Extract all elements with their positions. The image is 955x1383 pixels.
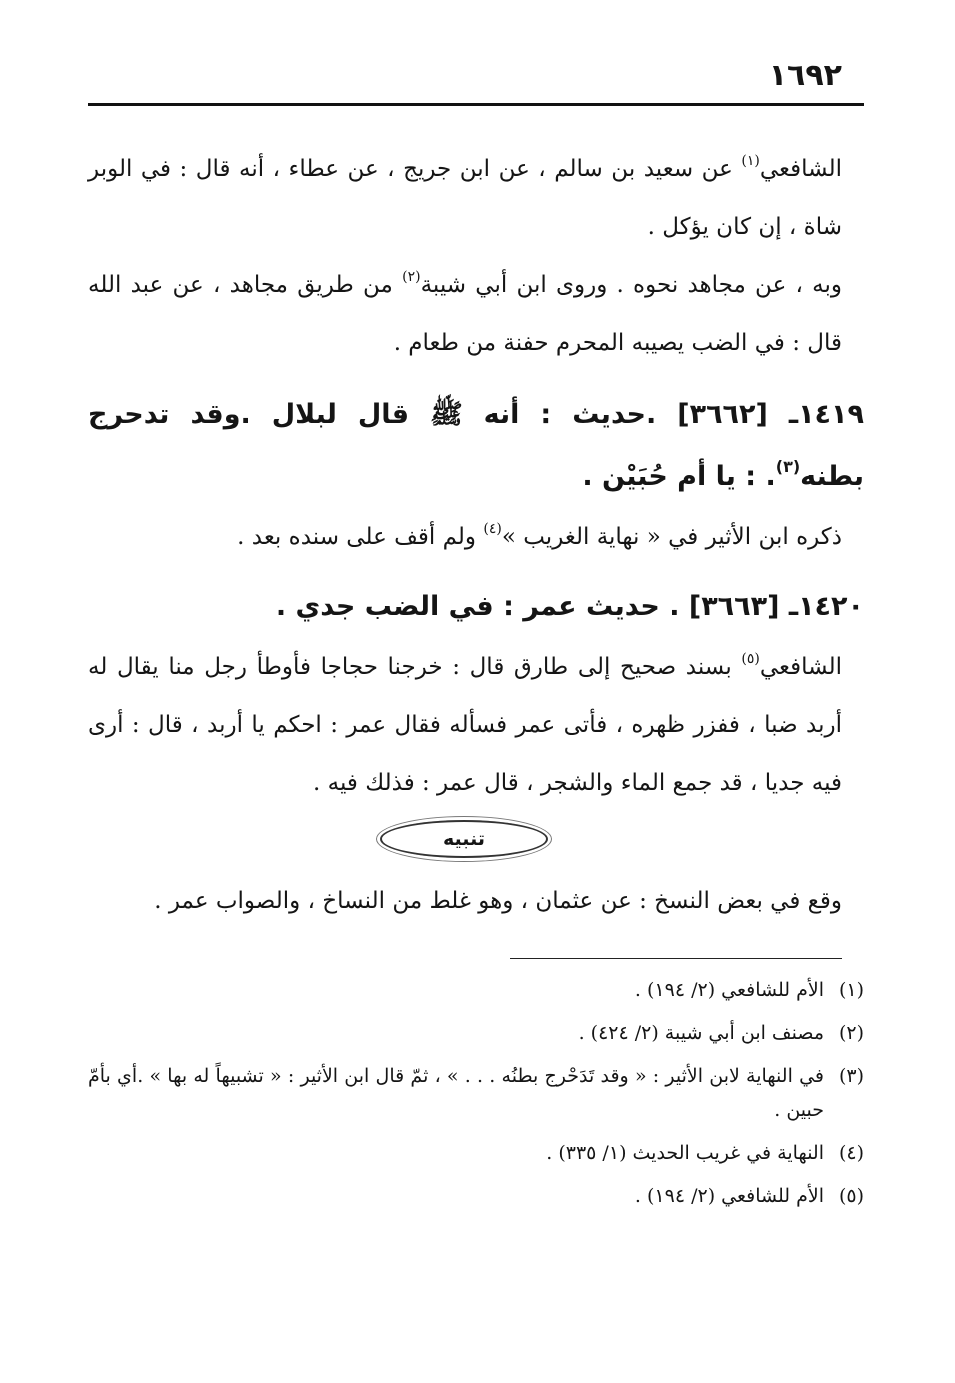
paragraph-text: بسند صحيح إلى طارق قال : خرجنا حجاجا فأوطأ رجل منا يقال له أربد ضبا ، ففزر ظهره ، فأتى عمر فسأله فقال عمر : احكم يا أربد ، قال : أرى فيه جديا ، قد جمع الماء والشجر ، قال عمر : فذلك فيه . <box>88 654 842 796</box>
footnote-marker[interactable]: (٥) <box>741 651 760 667</box>
footnote-text: النهاية في غريب الحديث (١/ ٣٣٥) . <box>546 1142 824 1164</box>
footnote-marker[interactable]: (٣) <box>775 457 801 476</box>
footnote-number: (٤) <box>838 1142 864 1164</box>
hadith-heading-1419 <box>88 384 864 508</box>
footnote-text: الأم للشافعي (٢/ ١٩٤) . <box>634 979 824 1001</box>
footnote-marker[interactable]: (٤) <box>483 521 502 537</box>
paragraph-text: ولم أقف على سنده بعد . <box>237 524 484 550</box>
paragraph-ibn-athir <box>88 508 864 566</box>
footnote-marker[interactable]: (٢) <box>402 269 421 285</box>
paragraph-text: من طريق مجاهد ، عن عبد الله قال : في الضب يصيبه المحرم حفنة من طعام . <box>88 272 842 356</box>
hadith-heading-1420: ١٤٢٠ـ [٣٦٦٣] . حديث عمر : في الضب جدي . <box>275 591 864 622</box>
page-number: ١٦٩٢ <box>768 58 842 93</box>
header-rule <box>88 103 864 106</box>
footnote-item <box>88 1179 864 1213</box>
footnote-separator <box>510 958 842 959</box>
main-text <box>88 140 864 1222</box>
document-page <box>88 0 864 1383</box>
footnote-marker[interactable]: (١) <box>741 153 760 169</box>
footnote-number: (٣) <box>838 1065 864 1087</box>
footnote-item <box>88 1059 864 1127</box>
footnotes-list <box>88 973 864 1213</box>
paragraph-mujahid <box>88 256 864 372</box>
heading-text: . : يا أم حُبَيْن . <box>582 461 776 492</box>
footnote-text: في النهاية لابن الأثير : « وقد تَدَحْرج بطنُه . . . » ، ثمّ قال ابن الأثير : « تشبيهاً له بها » .أي بأمّ حبين . <box>88 1065 824 1121</box>
paragraph-text: عن سعيد بن سالم ، عن ابن جريج ، عن عطاء ، أنه قال : في الوبر شاة ، إن كان يؤكل . <box>88 156 842 240</box>
footnote-text: مصنف ابن أبي شيبة (٢/ ٤٢٤) . <box>578 1022 824 1044</box>
footnote-item <box>88 973 864 1007</box>
notice-badge: تنبيه <box>380 820 548 858</box>
notice-badge-wrapper <box>88 820 864 866</box>
paragraph-text: وبه ، عن مجاهد نحوه . وروى ابن أبي شيبة <box>420 272 843 298</box>
paragraph-shafii-wabar <box>88 140 864 256</box>
footnote-item <box>88 1136 864 1170</box>
footnote-number: (٥) <box>838 1185 864 1207</box>
footnote-number: (٢) <box>838 1022 864 1044</box>
paragraph-notice: وقع في بعض النسخ : عن عثمان ، وهو غلط من النساخ ، والصواب عمر . <box>154 888 842 914</box>
footnote-number: (١) <box>838 979 864 1001</box>
paragraph-text: الشافعي <box>759 654 842 680</box>
paragraph-text: ذكره ابن الأثير في « نهاية الغريب » <box>501 524 842 550</box>
footnote-item <box>88 1016 864 1050</box>
heading-text: ١٤١٩ـ [٣٦٦٢] .حديث : أنه ﷺ قال لبلال .وقد تدحرج بطنه <box>88 399 864 492</box>
footnote-text: الأم للشافعي (٢/ ١٩٤) . <box>634 1185 824 1207</box>
paragraph-tariq <box>88 638 864 812</box>
paragraph-text: الشافعي <box>759 156 842 182</box>
